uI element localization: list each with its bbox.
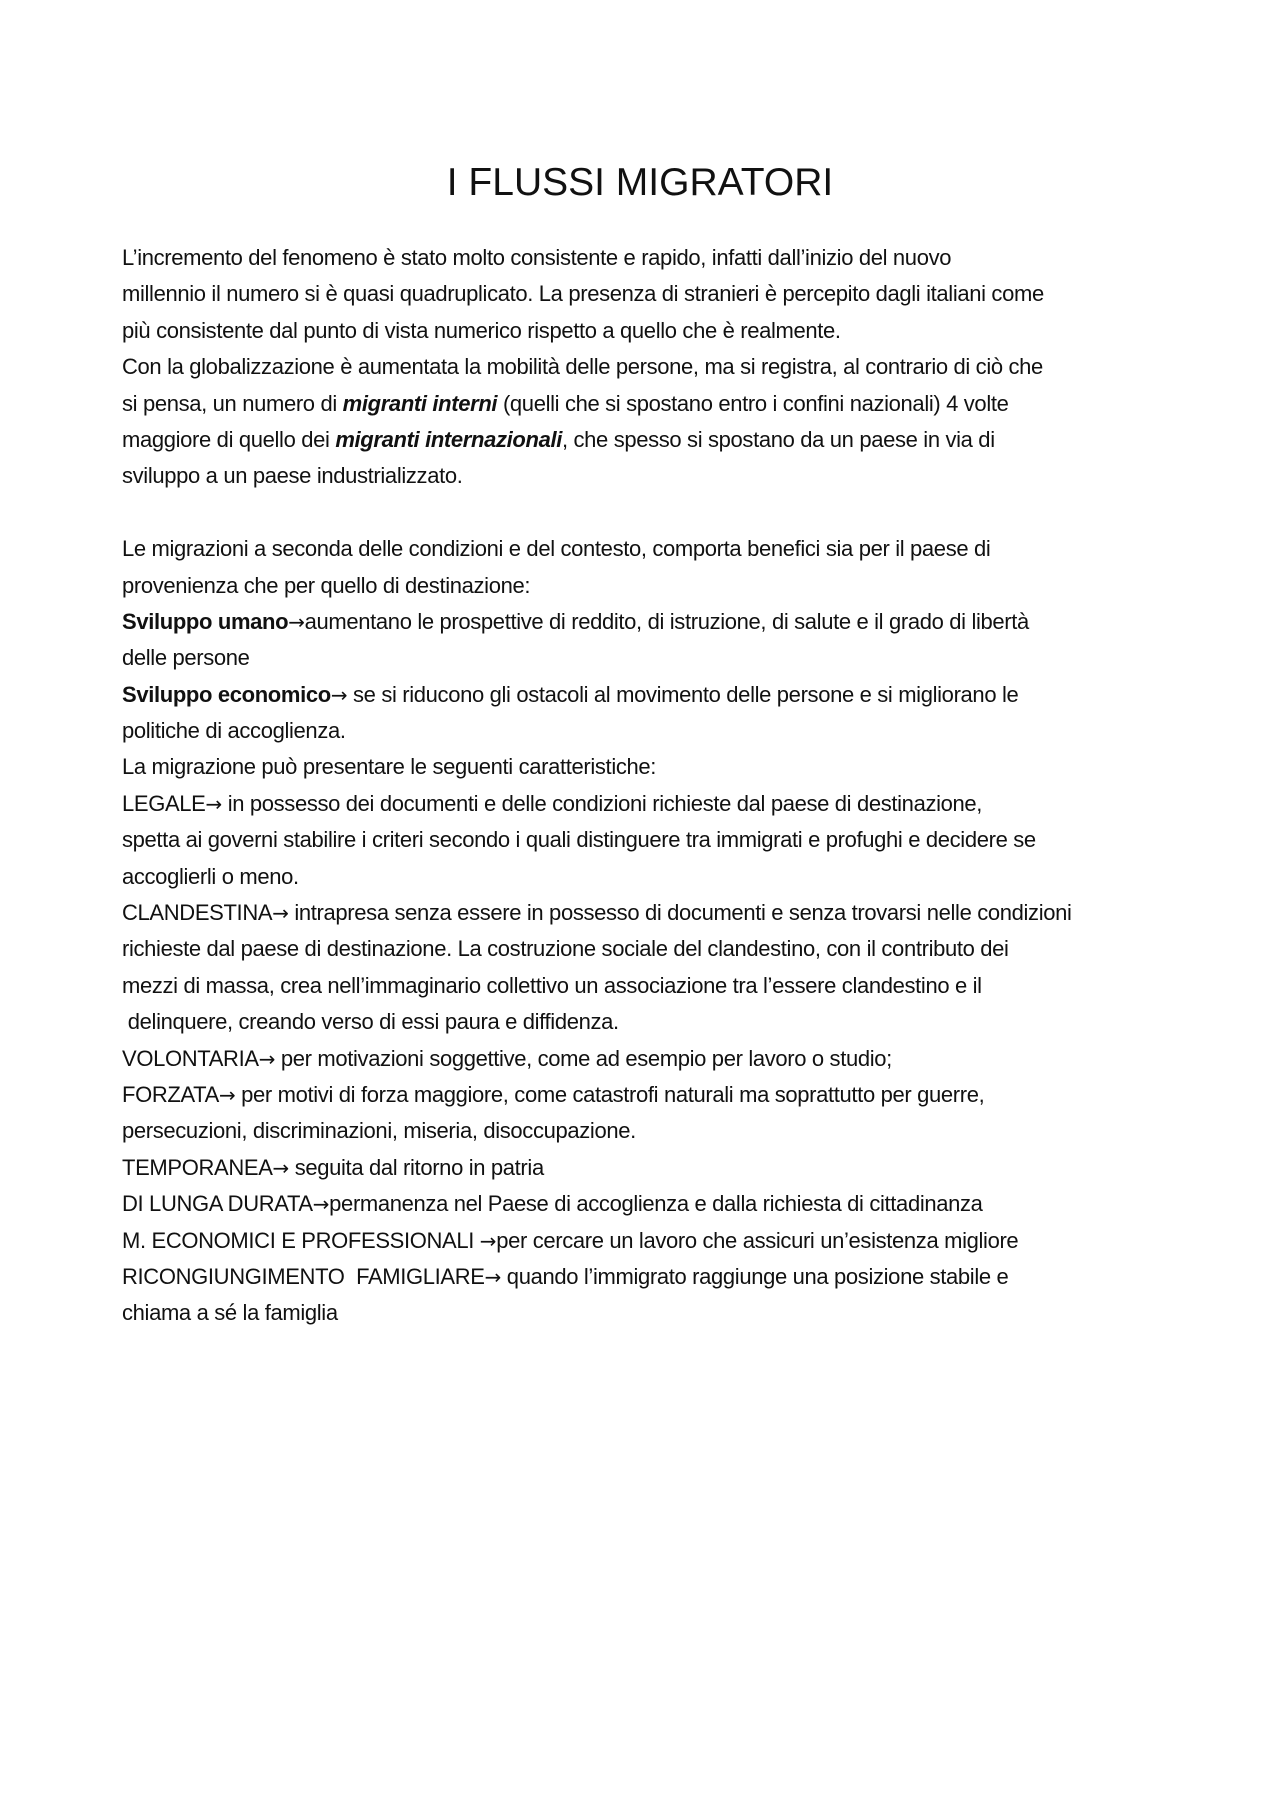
arrow-right-icon: → — [330, 682, 348, 707]
text-line: delinquere, creando verso di essi paura e diffidenza. — [122, 1009, 619, 1035]
item-text: aumentano le prospettive di reddito, di istruzione, di salute e il grado di libertà — [304, 608, 1029, 634]
text-segment: , che spesso si spostano da un paese in via di — [561, 426, 995, 452]
arrow-right-icon: → — [258, 1046, 276, 1071]
item-text: se si riducono gli ostacoli al movimento delle persone e si migliorano le — [347, 681, 1019, 707]
item-label: TEMPORANEA — [122, 1154, 273, 1180]
text-line: chiama a sé la famiglia — [122, 1300, 338, 1326]
item-volontaria — [122, 1041, 1182, 1077]
item-label: LEGALE — [122, 790, 206, 816]
item-text: quando l’immigrato raggiunge una posizione stabile e — [501, 1263, 1009, 1289]
arrow-right-icon: → — [479, 1228, 497, 1253]
emphasis-migranti-internazionali: migranti internazionali — [335, 426, 562, 452]
text-line: delle persone — [122, 645, 250, 671]
item-label: FORZATA — [122, 1081, 219, 1107]
item-forzata — [122, 1077, 1182, 1113]
paragraph-gap — [122, 495, 1182, 531]
item-text: in possesso dei documenti e delle condizioni richieste dal paese di destinazione, — [221, 790, 983, 816]
document-body — [122, 240, 1182, 1332]
item-label: DI LUNGA DURATA — [122, 1191, 313, 1217]
emphasis-migranti-interni: migranti interni — [342, 390, 498, 416]
item-text: per motivazioni soggettive, come ad esempio per lavoro o studio; — [275, 1045, 892, 1071]
item-label: VOLONTARIA — [122, 1045, 259, 1071]
text-line: provenienza che per quello di destinazione: — [122, 572, 531, 598]
text-line: spetta ai governi stabilire i criteri secondo i quali distinguere tra immigrati e profughi e decidere se — [122, 827, 1036, 853]
item-text: per motivi di forza maggiore, come catastrofi naturali ma soprattutto per guerre, — [235, 1081, 985, 1107]
item-text: intrapresa senza essere in possesso di documenti e senza trovarsi nelle condizioni — [288, 900, 1072, 926]
text-line: Con la globalizzazione è aumentata la mobilità delle persone, ma si registra, al contrario di ciò che — [122, 354, 1043, 380]
text-line: La migrazione può presentare le seguenti caratteristiche: — [122, 754, 657, 780]
item-text: per cercare un lavoro che assicuri un’esistenza migliore — [496, 1227, 1019, 1253]
arrow-right-icon: → — [272, 901, 289, 926]
text-line: richieste dal paese di destinazione. La costruzione sociale del clandestino, con il contributo dei — [122, 936, 1009, 962]
text-line: politiche di accoglienza. — [122, 718, 346, 744]
item-ricongiungimento — [122, 1259, 1182, 1295]
item-temporanea — [122, 1150, 1182, 1186]
item-label: M. ECONOMICI E PROFESSIONALI — [122, 1227, 480, 1253]
text-line: Le migrazioni a seconda delle condizioni e del contesto, comporta benefici sia per il paese di — [122, 536, 991, 562]
item-label: CLANDESTINA — [122, 900, 273, 926]
item-lunga-durata — [122, 1186, 1182, 1222]
text-line: sviluppo a un paese industrializzato. — [122, 463, 463, 489]
item-sviluppo-economico — [122, 677, 1182, 713]
text-line — [122, 422, 1182, 458]
text-segment: maggiore di quello dei — [122, 426, 336, 452]
arrow-right-icon: → — [288, 609, 305, 634]
arrow-right-icon: → — [218, 1082, 236, 1107]
text-line: millennio il numero si è quasi quadruplicato. La presenza di stranieri è percepito dagli italiani come — [122, 281, 1044, 307]
item-label: Sviluppo umano — [122, 608, 289, 634]
item-text: permanenza nel Paese di accoglienza e dalla richiesta di cittadinanza — [329, 1191, 983, 1217]
text-line: persecuzioni, discriminazioni, miseria, disoccupazione. — [122, 1118, 636, 1144]
page-title: I FLUSSI MIGRATORI — [446, 161, 834, 204]
text-line: mezzi di massa, crea nell’immaginario collettivo un associazione tra l’essere clandestino e il — [122, 972, 982, 998]
text-line: L’incremento del fenomeno è stato molto consistente e rapido, infatti dall’inizio del nuovo — [122, 245, 952, 270]
item-label: Sviluppo economico — [122, 681, 331, 707]
item-label: RICONGIUNGIMENTO FAMIGLIARE — [122, 1263, 485, 1289]
arrow-right-icon: → — [205, 791, 222, 816]
item-text: seguita dal ritorno in patria — [288, 1154, 544, 1180]
arrow-right-icon: → — [272, 1155, 289, 1180]
text-line — [122, 386, 1182, 422]
arrow-right-icon: → — [312, 1192, 330, 1217]
text-segment: si pensa, un numero di — [122, 390, 343, 416]
item-legale — [122, 786, 1182, 822]
item-economici-professionali — [122, 1223, 1182, 1259]
item-sviluppo-umano — [122, 604, 1182, 640]
text-line: più consistente dal punto di vista numerico rispetto a quello che è realmente. — [122, 317, 841, 343]
text-line: accoglierli o meno. — [122, 863, 299, 889]
arrow-right-icon: → — [484, 1264, 502, 1289]
item-clandestina — [122, 895, 1182, 931]
text-segment: (quelli che si spostano entro i confini nazionali) 4 volte — [497, 390, 1009, 416]
